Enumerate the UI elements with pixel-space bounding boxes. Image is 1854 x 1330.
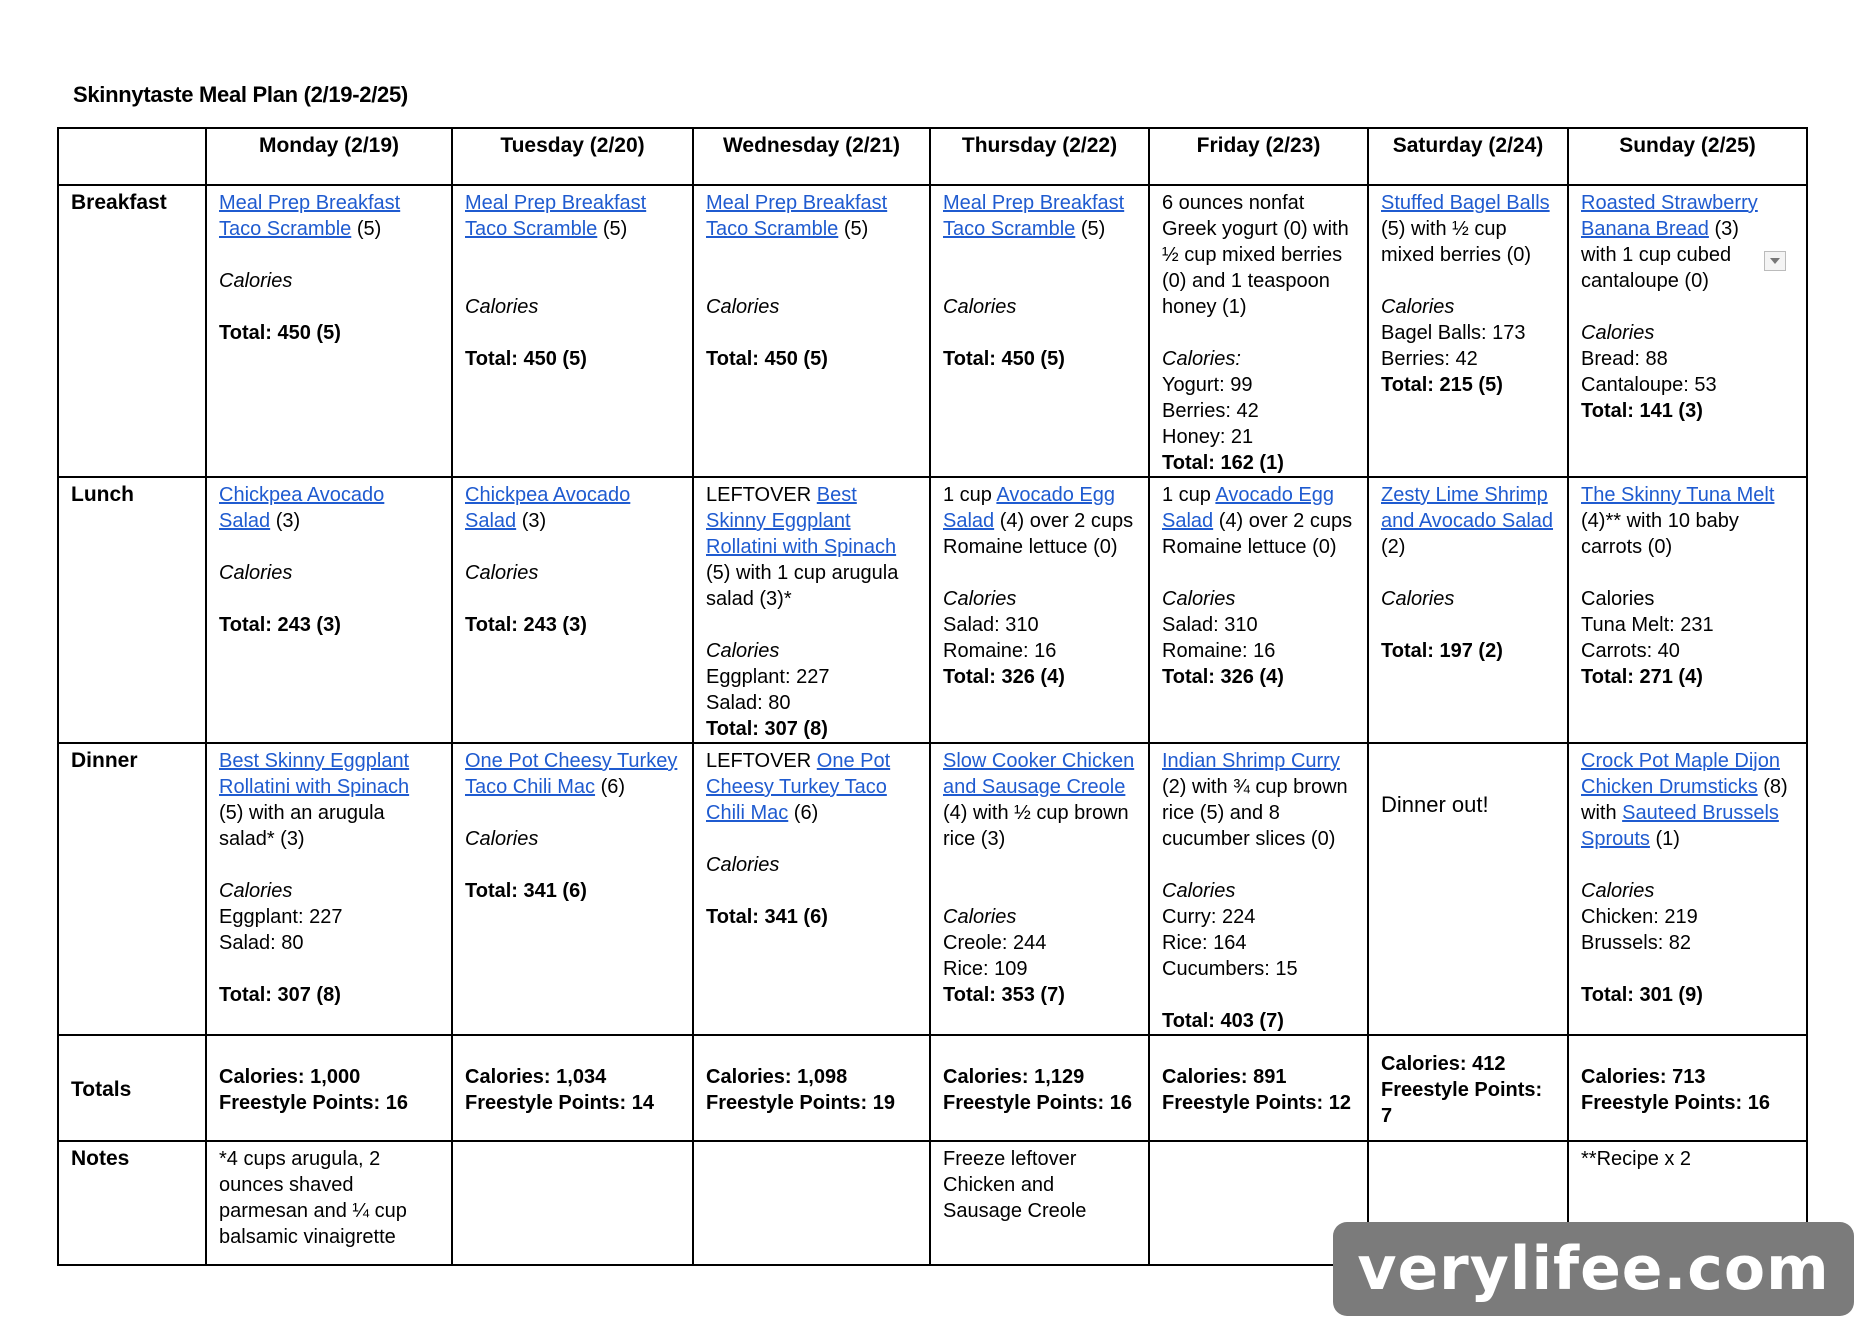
dinner-sunday bbox=[1568, 743, 1807, 1035]
calorie-line: Salad: 310 bbox=[943, 614, 1039, 636]
breakfast-saturday bbox=[1368, 185, 1568, 477]
day-header-saturday: Saturday (2/24) bbox=[1368, 128, 1568, 185]
meal-detail: 1 cup bbox=[1162, 484, 1216, 506]
meal-total: Total: 141 (3) bbox=[1581, 400, 1703, 422]
meal-total: Total: 301 (9) bbox=[1581, 984, 1703, 1006]
notes-wednesday bbox=[693, 1141, 930, 1265]
totals-thursday bbox=[930, 1035, 1149, 1141]
lunch-friday bbox=[1149, 477, 1368, 743]
recipe-link[interactable]: Slow Cooker Chicken and Sausage Creole bbox=[943, 750, 1135, 798]
daily-points: Freestyle Points: 12 bbox=[1162, 1092, 1351, 1114]
meal-total: Total: 243 (3) bbox=[465, 614, 587, 636]
daily-calories: Calories: 1,034 bbox=[465, 1066, 607, 1088]
meal-detail: (8) with bbox=[1581, 776, 1788, 824]
meal-detail: (5) with 1 cup arugula salad (3)* bbox=[706, 562, 899, 610]
watermark-badge bbox=[1333, 1222, 1854, 1316]
lunch-sunday bbox=[1568, 477, 1807, 743]
breakfast-friday bbox=[1149, 185, 1368, 477]
calories-label: Calories bbox=[219, 562, 293, 584]
meal-total: Total: 215 (5) bbox=[1381, 374, 1503, 396]
day-header-tuesday: Tuesday (2/20) bbox=[452, 128, 693, 185]
meal-total: Total: 326 (4) bbox=[943, 666, 1065, 688]
dinner-wednesday bbox=[693, 743, 930, 1035]
meal-detail: (3) bbox=[270, 510, 301, 532]
recipe-link[interactable]: One Pot Cheesy Turkey Taco Chili Mac bbox=[706, 750, 891, 824]
calories-label: Calories bbox=[219, 880, 293, 902]
calorie-line: Salad: 80 bbox=[219, 932, 304, 954]
recipe-link-side[interactable]: Sauteed Brussels Sprouts bbox=[1581, 802, 1779, 850]
calorie-line: Creole: 244 bbox=[943, 932, 1047, 954]
recipe-link[interactable]: Zesty Lime Shrimp and Avocado Salad bbox=[1381, 484, 1554, 532]
lunch-thursday bbox=[930, 477, 1149, 743]
row-label-lunch: Lunch bbox=[58, 477, 206, 743]
daily-points: Freestyle Points: 14 bbox=[465, 1092, 654, 1114]
lunch-tuesday bbox=[452, 477, 693, 743]
recipe-link[interactable]: Meal Prep Breakfast Taco Scramble bbox=[465, 192, 647, 240]
meal-total: Total: 326 (4) bbox=[1162, 666, 1284, 688]
meal-detail: (1) bbox=[1649, 828, 1680, 850]
meal-total: Total: 197 (2) bbox=[1381, 640, 1503, 662]
meal-total: Total: 341 (6) bbox=[465, 880, 587, 902]
daily-points: Freestyle Points: 7 bbox=[1381, 1079, 1543, 1127]
day-header-monday: Monday (2/19) bbox=[206, 128, 452, 185]
row-label-totals: Totals bbox=[58, 1035, 206, 1141]
notes-tuesday bbox=[452, 1141, 693, 1265]
meal-detail: (5) bbox=[838, 218, 869, 240]
daily-points: Freestyle Points: 19 bbox=[706, 1092, 895, 1114]
calorie-line: Carrots: 40 bbox=[1581, 640, 1680, 662]
meal-plan-table bbox=[57, 127, 1808, 1266]
notes-monday: *4 cups arugula, 2 ounces shaved parmesan and ¼ cup balsamic vinaigrette bbox=[206, 1141, 452, 1265]
meal-total: Total: 243 (3) bbox=[219, 614, 341, 636]
totals-row bbox=[58, 1035, 1807, 1141]
calories-label: Calories bbox=[219, 270, 293, 292]
row-label-breakfast: Breakfast bbox=[58, 185, 206, 477]
lunch-row bbox=[58, 477, 1807, 743]
meal-detail: (4) with ½ cup brown rice (3) bbox=[943, 802, 1129, 850]
notes-sunday: **Recipe x 2 bbox=[1568, 1141, 1807, 1265]
recipe-link[interactable]: Meal Prep Breakfast Taco Scramble bbox=[943, 192, 1125, 240]
calorie-line: Brussels: 82 bbox=[1581, 932, 1692, 954]
meal-detail: (3) bbox=[516, 510, 547, 532]
recipe-link[interactable]: Chickpea Avocado Salad bbox=[465, 484, 631, 532]
meal-detail: (6) bbox=[595, 776, 626, 798]
calorie-line: Salad: 310 bbox=[1162, 614, 1258, 636]
meal-detail: (4)** with 10 baby carrots (0) bbox=[1581, 510, 1739, 558]
watermark-text: verylifee.com bbox=[1357, 1234, 1830, 1304]
calories-label: Calories bbox=[465, 562, 539, 584]
header-row bbox=[58, 128, 1807, 185]
recipe-link[interactable]: Best Skinny Eggplant Rollatini with Spinach bbox=[219, 750, 410, 798]
calorie-line: Salad: 80 bbox=[706, 692, 791, 714]
calories-label: Calories bbox=[706, 854, 780, 876]
meal-detail: (6) bbox=[788, 802, 819, 824]
calorie-line: Rice: 164 bbox=[1162, 932, 1247, 954]
recipe-link[interactable]: Best Skinny Eggplant Rollatini with Spinach bbox=[706, 484, 897, 558]
day-header-friday: Friday (2/23) bbox=[1149, 128, 1368, 185]
breakfast-sunday bbox=[1568, 185, 1807, 477]
calories-label: Calories bbox=[943, 906, 1017, 928]
calories-label: Calories bbox=[1381, 296, 1455, 318]
dropdown-arrow-icon[interactable] bbox=[1764, 251, 1786, 271]
meal-detail: (3) with 1 cup cubed cantaloupe (0) bbox=[1581, 218, 1739, 292]
meal-total: Total: 307 (8) bbox=[706, 718, 828, 740]
calories-label: Calories bbox=[465, 296, 539, 318]
calories-label: Calories bbox=[943, 588, 1017, 610]
meal-total: Total: 403 (7) bbox=[1162, 1010, 1284, 1032]
daily-calories: Calories: 713 bbox=[1581, 1066, 1706, 1088]
breakfast-row bbox=[58, 185, 1807, 477]
daily-points: Freestyle Points: 16 bbox=[943, 1092, 1132, 1114]
daily-calories: Calories: 1,129 bbox=[943, 1066, 1085, 1088]
meal-total: Total: 450 (5) bbox=[465, 348, 587, 370]
calories-label: Calories: bbox=[1162, 348, 1241, 370]
recipe-link[interactable]: Crock Pot Maple Dijon Chicken Drumsticks bbox=[1581, 750, 1780, 798]
totals-monday bbox=[206, 1035, 452, 1141]
calories-label: Calories bbox=[1162, 588, 1236, 610]
day-header-wednesday: Wednesday (2/21) bbox=[693, 128, 930, 185]
meal-detail: 1 cup bbox=[943, 484, 997, 506]
breakfast-monday bbox=[206, 185, 452, 477]
dinner-out-text: Dinner out! bbox=[1381, 792, 1489, 817]
recipe-link[interactable]: Roasted Strawberry Banana Bread bbox=[1581, 192, 1758, 240]
calorie-line: Tuna Melt: 231 bbox=[1581, 614, 1714, 636]
recipe-link[interactable]: Chickpea Avocado Salad bbox=[219, 484, 385, 532]
calories-label: Calories bbox=[1581, 588, 1655, 610]
calories-label: Calories bbox=[1162, 880, 1236, 902]
totals-saturday bbox=[1368, 1035, 1568, 1141]
dinner-row bbox=[58, 743, 1807, 1035]
meal-detail: (5) bbox=[1075, 218, 1106, 240]
calorie-line: Berries: 42 bbox=[1162, 400, 1259, 422]
meal-total: Total: 271 (4) bbox=[1581, 666, 1703, 688]
meal-detail: LEFTOVER bbox=[706, 750, 817, 772]
calorie-line: Romaine: 16 bbox=[1162, 640, 1276, 662]
calorie-line: Berries: 42 bbox=[1381, 348, 1478, 370]
recipe-link[interactable]: Avocado Egg Salad bbox=[1162, 484, 1335, 532]
meal-total: Total: 450 (5) bbox=[943, 348, 1065, 370]
lunch-saturday bbox=[1368, 477, 1568, 743]
meal-detail: (2) bbox=[1381, 536, 1406, 558]
breakfast-wednesday bbox=[693, 185, 930, 477]
meal-detail: 6 ounces nonfat Greek yogurt (0) with ½ cup mixed berries (0) and 1 teaspoon honey (1) bbox=[1162, 192, 1349, 318]
calorie-line: Honey: 21 bbox=[1162, 426, 1254, 448]
calorie-line: Cucumbers: 15 bbox=[1162, 958, 1298, 980]
day-header-sunday: Sunday (2/25) bbox=[1568, 128, 1807, 185]
calorie-line: Bread: 88 bbox=[1581, 348, 1668, 370]
meal-total: Total: 341 (6) bbox=[706, 906, 828, 928]
lunch-wednesday bbox=[693, 477, 930, 743]
dinner-friday bbox=[1149, 743, 1368, 1035]
calorie-line: Bagel Balls: 173 bbox=[1381, 322, 1526, 344]
daily-calories: Calories: 412 bbox=[1381, 1053, 1506, 1075]
calories-label: Calories bbox=[1581, 322, 1655, 344]
notes-thursday: Freeze leftover Chicken and Sausage Creole bbox=[930, 1141, 1149, 1265]
calorie-line: Chicken: 219 bbox=[1581, 906, 1698, 928]
calorie-line: Cantaloupe: 53 bbox=[1581, 374, 1717, 396]
dinner-tuesday bbox=[452, 743, 693, 1035]
recipe-link[interactable]: Meal Prep Breakfast Taco Scramble bbox=[706, 192, 888, 240]
calories-label: Calories bbox=[465, 828, 539, 850]
calories-label: Calories bbox=[706, 640, 780, 662]
calorie-line: Rice: 109 bbox=[943, 958, 1028, 980]
corner-cell bbox=[58, 128, 206, 185]
page-title: Skinnytaste Meal Plan (2/19-2/25) bbox=[73, 82, 408, 107]
totals-friday bbox=[1149, 1035, 1368, 1141]
row-label-dinner: Dinner bbox=[58, 743, 206, 1035]
totals-wednesday bbox=[693, 1035, 930, 1141]
daily-calories: Calories: 891 bbox=[1162, 1066, 1287, 1088]
meal-detail: LEFTOVER bbox=[706, 484, 817, 506]
recipe-link[interactable]: Meal Prep Breakfast Taco Scramble bbox=[219, 192, 401, 240]
meal-total: Total: 450 (5) bbox=[706, 348, 828, 370]
meal-total: Total: 353 (7) bbox=[943, 984, 1065, 1006]
recipe-link[interactable]: The Skinny Tuna Melt bbox=[1581, 484, 1775, 506]
daily-calories: Calories: 1,098 bbox=[706, 1066, 848, 1088]
meal-detail: (5) with an arugula salad* (3) bbox=[219, 802, 385, 850]
totals-tuesday bbox=[452, 1035, 693, 1141]
recipe-link[interactable]: Indian Shrimp Curry bbox=[1162, 750, 1340, 772]
calories-label: Calories bbox=[1381, 588, 1455, 610]
recipe-link[interactable]: Avocado Egg Salad bbox=[943, 484, 1116, 532]
meal-total: Total: 450 (5) bbox=[219, 322, 341, 344]
calories-label: Calories bbox=[1581, 880, 1655, 902]
calories-label: Calories bbox=[943, 296, 1017, 318]
meal-detail: (4) over 2 cups Romaine lettuce (0) bbox=[943, 510, 1134, 558]
meal-detail: (5) with ½ cup mixed berries (0) bbox=[1381, 218, 1532, 266]
recipe-link[interactable]: Stuffed Bagel Balls bbox=[1381, 192, 1550, 214]
calorie-line: Eggplant: 227 bbox=[706, 666, 830, 688]
dinner-monday bbox=[206, 743, 452, 1035]
row-label-notes: Notes bbox=[58, 1141, 206, 1265]
meal-total: Total: 162 (1) bbox=[1162, 452, 1284, 474]
breakfast-thursday bbox=[930, 185, 1149, 477]
breakfast-tuesday bbox=[452, 185, 693, 477]
meal-total: Total: 307 (8) bbox=[219, 984, 341, 1006]
calories-label: Calories bbox=[706, 296, 780, 318]
meal-detail: (5) bbox=[351, 218, 382, 240]
meal-detail: (5) bbox=[597, 218, 628, 240]
recipe-link[interactable]: One Pot Cheesy Turkey Taco Chili Mac bbox=[465, 750, 678, 798]
daily-points: Freestyle Points: 16 bbox=[219, 1092, 408, 1114]
calorie-line: Eggplant: 227 bbox=[219, 906, 343, 928]
meal-detail: (2) with ¾ cup brown rice (5) and 8 cucumber slices (0) bbox=[1162, 776, 1348, 850]
calorie-line: Romaine: 16 bbox=[943, 640, 1057, 662]
dinner-saturday bbox=[1368, 743, 1568, 1035]
totals-sunday bbox=[1568, 1035, 1807, 1141]
calorie-line: Curry: 224 bbox=[1162, 906, 1256, 928]
daily-calories: Calories: 1,000 bbox=[219, 1066, 361, 1088]
day-header-thursday: Thursday (2/22) bbox=[930, 128, 1149, 185]
daily-points: Freestyle Points: 16 bbox=[1581, 1092, 1770, 1114]
dinner-thursday bbox=[930, 743, 1149, 1035]
calorie-line: Yogurt: 99 bbox=[1162, 374, 1253, 396]
meal-detail: (4) over 2 cups Romaine lettuce (0) bbox=[1162, 510, 1353, 558]
lunch-monday bbox=[206, 477, 452, 743]
